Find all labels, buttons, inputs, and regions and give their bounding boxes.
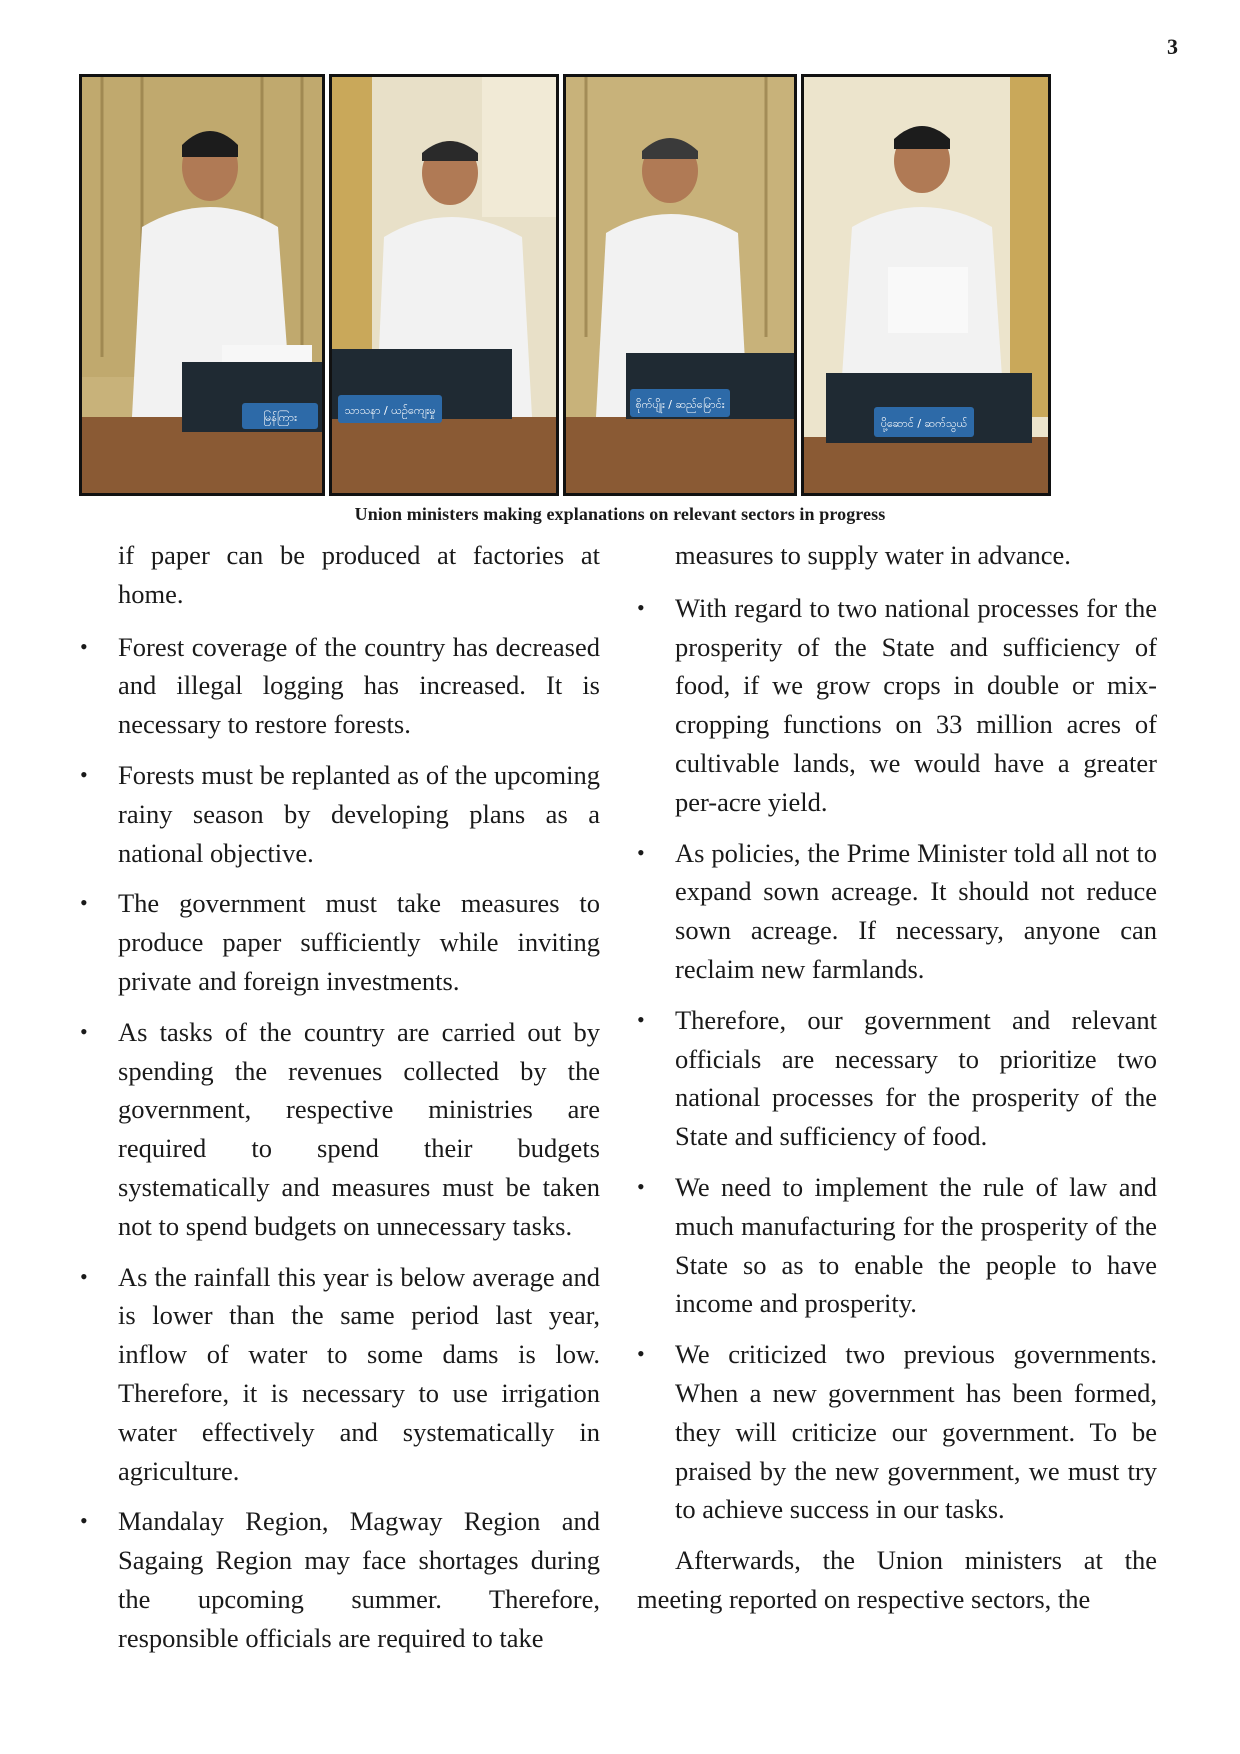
nameplate-4: ပို့ဆောင် / ဆက်သွယ် (880, 417, 968, 430)
list-item: • With regard to two national processes for the prosperity of the State and sufficiency of food, if we grow crops in double or mix-cropping functions on 33 million acres of cultivable lands, we would have a greater per-acre yield. (637, 589, 1157, 822)
left-column (80, 536, 600, 1658)
right-column (637, 536, 1157, 1619)
list-item: • Mandalay Region, Magway Region and Sagaing Region may face shortages during the upcoming summer. Therefore, responsible officials are required to take (80, 1502, 600, 1657)
continued-text: if paper can be produced at factories at home. (118, 540, 600, 609)
photo-strip (79, 74, 1171, 496)
list-item: • The government must take measures to produce paper sufficiently while inviting private and foreign investments. (80, 884, 600, 1000)
minister-photo-3 (563, 74, 797, 496)
minister-photo-4 (801, 74, 1051, 496)
closing-paragraph: Afterwards, the Union ministers at the meeting reported on respective sectors, the (637, 1545, 1157, 1614)
list-item: • We need to implement the rule of law and much manufacturing for the prosperity of the State so as to enable the people to have income and prosperity. (637, 1168, 1157, 1323)
list-item: • As policies, the Prime Minister told all not to expand sown acreage. It should not reduce sown acreage. If necessary, anyone can reclaim new farmlands. (637, 834, 1157, 989)
list-item: • As tasks of the country are carried out by spending the revenues collected by the government, respective ministries are required to spend their budgets systematically and measures must be taken not to spend budgets on unnecessary tasks. (80, 1013, 600, 1246)
nameplate-1: မြန်ကြား (263, 411, 297, 424)
page-number: 3 (1167, 34, 1178, 59)
photo-caption: Union ministers making explanations on relevant sectors in progress (354, 504, 886, 524)
nameplate-3: စိုက်ပျိုး / ဆည်မြောင်း (635, 398, 725, 411)
list-item: • Forests must be replanted as of the upcoming rainy season by developing plans as a national objective. (80, 756, 600, 872)
list-item: • As the rainfall this year is below average and is lower than the same period last year, inflow of water to some dams is low. Therefore, it is necessary to use irrigation water effectively and systematically in agriculture. (80, 1258, 600, 1491)
list-item: • Forest coverage of the country has decreased and illegal logging has increased. It is necessary to restore forests. (80, 628, 600, 744)
continued-text: measures to supply water in advance. (675, 540, 1071, 570)
list-item: • We criticized two previous governments. When a new government has been formed, they will criticize our government. To be praised by the new government, we must try to achieve success in our tasks. (637, 1335, 1157, 1529)
minister-photo-2 (329, 74, 559, 496)
list-item: • Therefore, our government and relevant officials are necessary to prioritize two national processes for the prosperity of the State and sufficiency of food. (637, 1001, 1157, 1156)
minister-photo-1 (79, 74, 325, 496)
nameplate-2: သာသနာ / ယဉ်ကျေးမှု (344, 404, 436, 417)
